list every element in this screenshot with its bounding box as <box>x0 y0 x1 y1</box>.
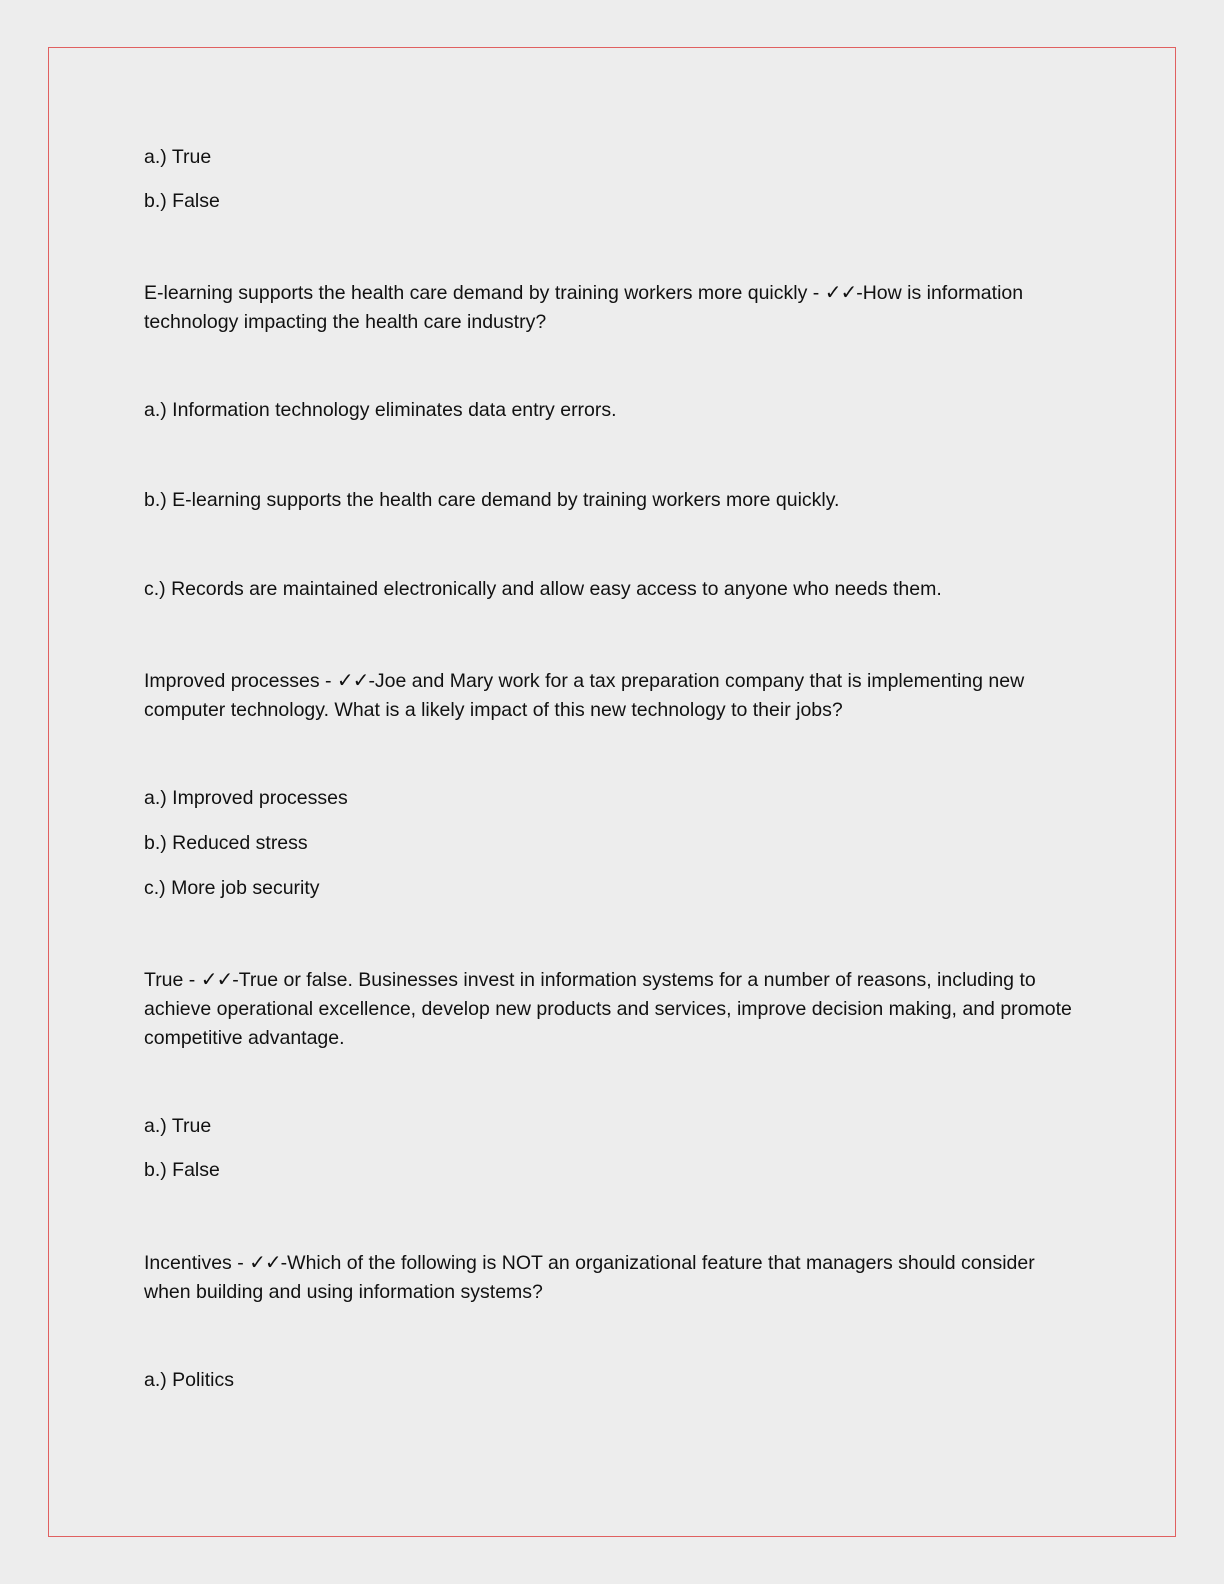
answer-text: Incentives <box>144 1252 232 1274</box>
question-block <box>144 666 1084 725</box>
answer-option: c.) More job security <box>144 877 320 899</box>
answer-option: b.) False <box>144 190 220 212</box>
answer-option: b.) Reduced stress <box>144 832 308 854</box>
answer-option: a.) Politics <box>144 1369 234 1391</box>
separator: - <box>319 670 337 692</box>
question-block <box>144 965 1084 1053</box>
question-text: -How is information technology impacting the health care industry? <box>144 282 1024 333</box>
question-block <box>144 278 1084 337</box>
answer-text: Improved processes <box>144 670 320 692</box>
answer-option: b.) False <box>144 1159 220 1181</box>
checkmark-icon: ✓✓ <box>200 967 233 991</box>
question-block <box>144 1248 1084 1307</box>
question-text: -Joe and Mary work for a tax preparation company that is implementing new computer technology. What is a likely impact of this new technology to their jobs? <box>144 670 1025 721</box>
answer-option: a.) Improved processes <box>144 787 348 809</box>
answer-option: a.) Information technology eliminates data entry errors. <box>144 399 617 421</box>
checkmark-icon: ✓✓ <box>336 668 369 692</box>
answer-text: E-learning supports the health care demand by training workers more quickly <box>144 282 808 304</box>
answer-text: True <box>144 969 184 991</box>
separator: - <box>807 282 825 304</box>
separator: - <box>183 969 201 991</box>
answer-option: b.) E-learning supports the health care demand by training workers more quickly. <box>144 489 840 511</box>
answer-option: c.) Records are maintained electronically and allow easy access to anyone who needs them. <box>144 578 942 600</box>
answer-option: a.) True <box>144 146 212 168</box>
checkmark-icon: ✓✓ <box>824 280 857 304</box>
separator: - <box>231 1252 250 1274</box>
answer-option: a.) True <box>144 1115 212 1137</box>
checkmark-icon: ✓✓ <box>249 1250 281 1274</box>
question-text: -Which of the following is NOT an organizational feature that managers should consider when building and using information systems? <box>144 1252 1035 1303</box>
question-text: -True or false. Businesses invest in information systems for a number of reasons, including to achieve operational excellence, develop new products and services, improve decision making, and promote competitive advantage. <box>144 969 1072 1049</box>
